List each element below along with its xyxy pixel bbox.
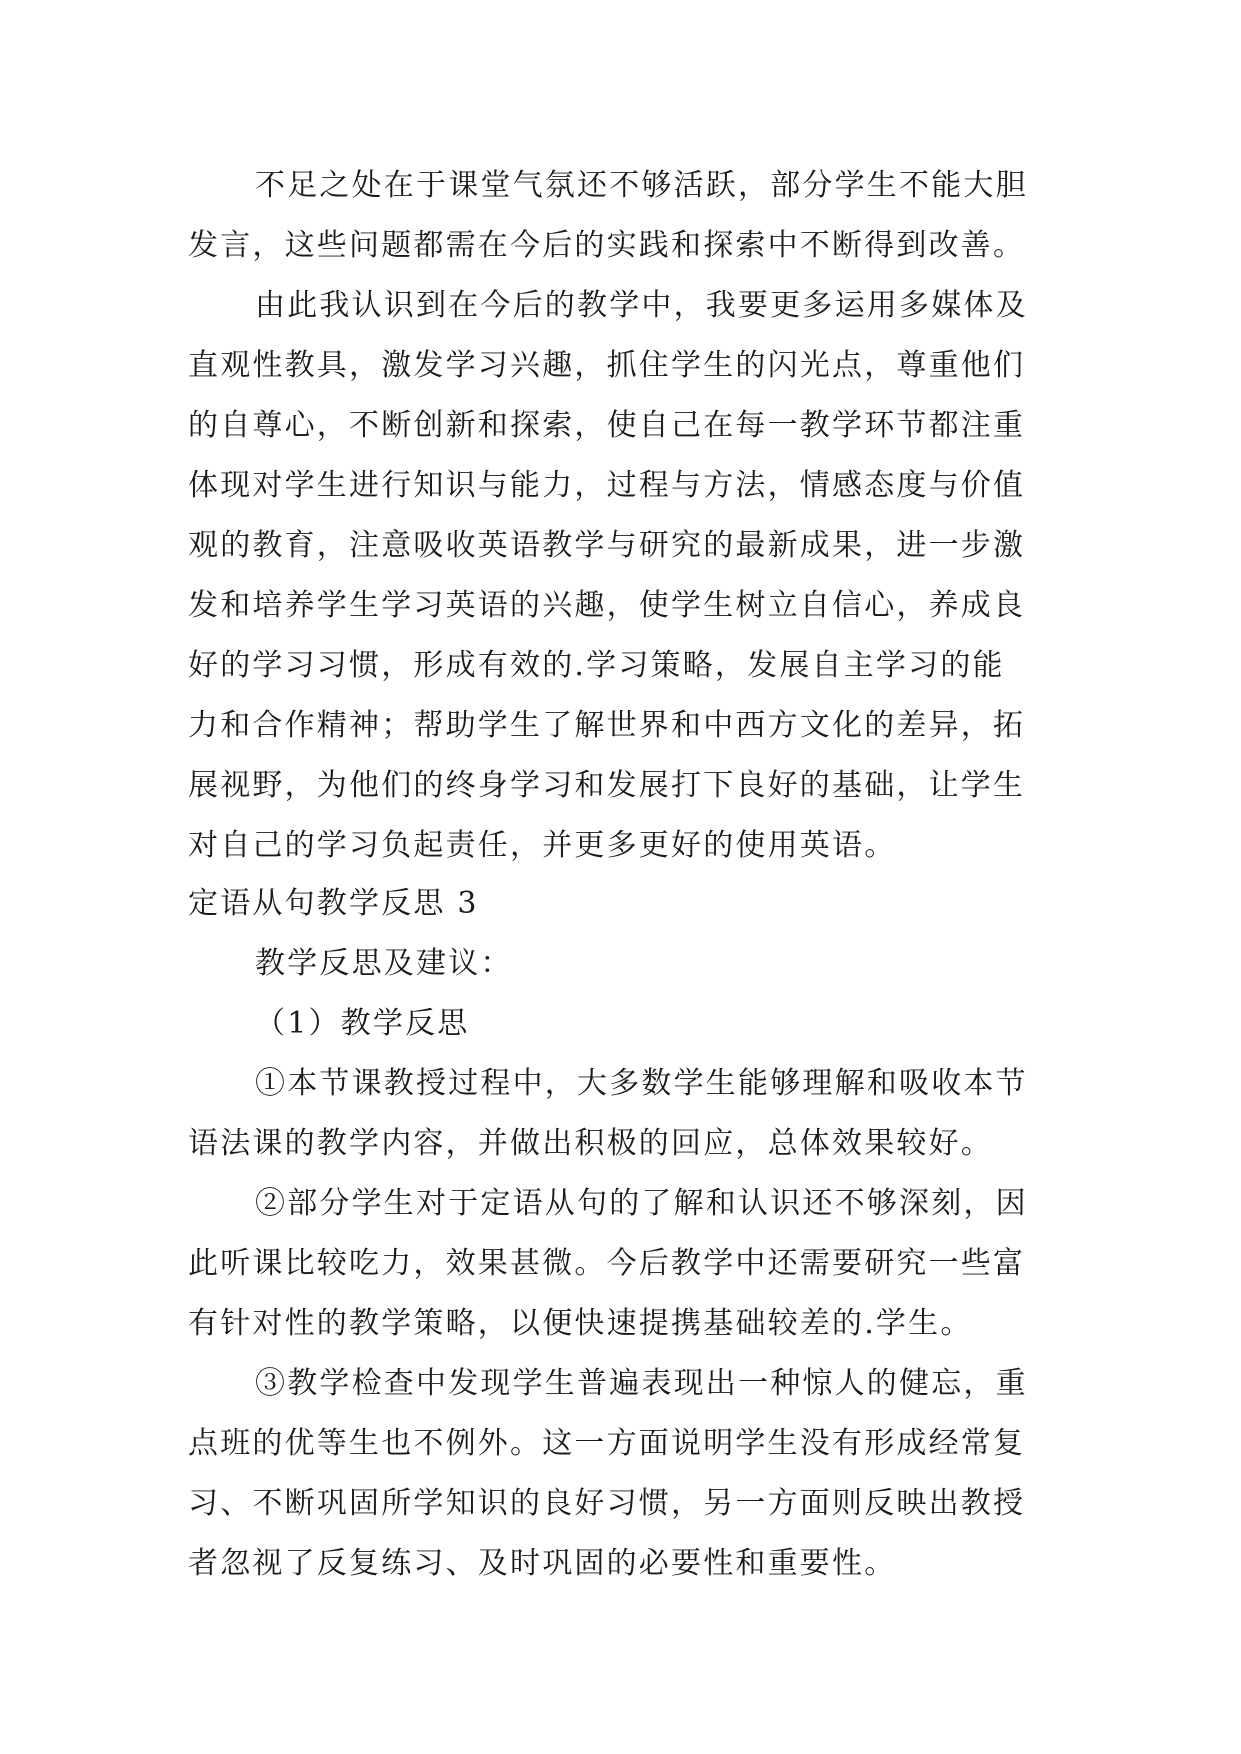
paragraph-2-line-2: 直观性教具，激发学习兴趣，抓住学生的闪光点，尊重他们 xyxy=(188,348,1026,383)
subheading: 教学反思及建议： xyxy=(255,946,513,981)
paragraph-2-line-9: 展视野，为他们的终身学习和发展打下良好的基础，让学生 xyxy=(188,768,1026,803)
paragraph-2-line-4: 体现对学生进行知识与能力，过程与方法，情感态度与价值 xyxy=(188,468,1026,503)
paragraph-2-line-1: 由此我认识到在今后的教学中，我要更多运用多媒体及 xyxy=(255,288,1028,323)
item-1-line-2: 语法课的教学内容，并做出积极的回应，总体效果较好。 xyxy=(188,1126,993,1161)
paragraph-1-line-2: 发言，这些问题都需在今后的实践和探索中不断得到改善。 xyxy=(188,228,1026,263)
paragraph-2-line-3: 的自尊心，不断创新和探索，使自己在每一教学环节都注重 xyxy=(188,408,1026,443)
item-1-line-1: ①本节课教授过程中，大多数学生能够理解和吸收本节 xyxy=(255,1066,1028,1101)
section-heading: 定语从句教学反思 3 xyxy=(188,886,479,921)
paragraph-2-line-8: 力和合作精神；帮助学生了解世界和中西方文化的差异，拓 xyxy=(188,708,1026,743)
paragraph-2-line-7: 好的学习习惯，形成有效的.学习策略，发展自主学习的能 xyxy=(188,648,1005,683)
item-3-line-2: 点班的优等生也不例外。这一方面说明学生没有形成经常复 xyxy=(188,1426,1026,1461)
paragraph-2-line-10: 对自己的学习负起责任，并更多更好的使用英语。 xyxy=(188,828,897,863)
paragraph-1-line-1: 不足之处在于课堂气氛还不够活跃，部分学生不能大胆 xyxy=(255,168,1028,203)
item-3-line-4: 者忽视了反复练习、及时巩固的必要性和重要性。 xyxy=(188,1546,897,1581)
item-2-line-1: ②部分学生对于定语从句的了解和认识还不够深刻，因 xyxy=(255,1186,1028,1221)
item-3-line-1: ③教学检查中发现学生普遍表现出一种惊人的健忘，重 xyxy=(255,1366,1028,1401)
paragraph-2-line-5: 观的教育，注意吸收英语教学与研究的最新成果，进一步激 xyxy=(188,528,1026,563)
subheading-2: （1）教学反思 xyxy=(255,1006,470,1041)
paragraph-2-line-6: 发和培养学生学习英语的兴趣，使学生树立自信心，养成良 xyxy=(188,588,1026,623)
item-2-line-3: 有针对性的教学策略，以便快速提携基础较差的.学生。 xyxy=(188,1306,973,1341)
item-2-line-2: 此听课比较吃力，效果甚微。今后教学中还需要研究一些富 xyxy=(188,1246,1026,1281)
item-3-line-3: 习、不断巩固所学知识的良好习惯，另一方面则反映出教授 xyxy=(188,1486,1026,1521)
